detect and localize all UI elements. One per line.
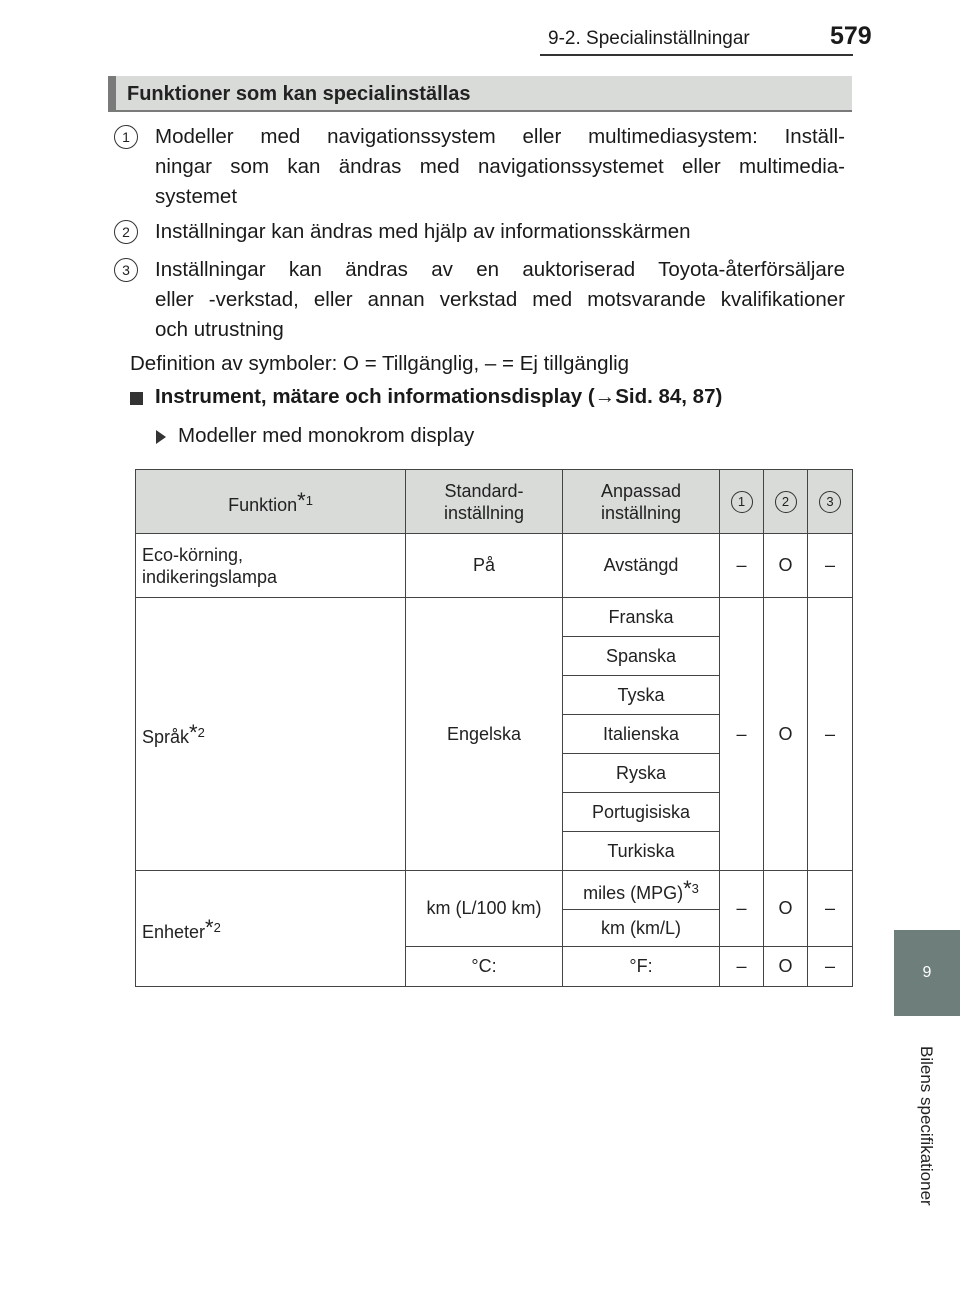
cell-standard: Engelska — [406, 598, 563, 871]
section-box-title — [108, 76, 852, 112]
chapter-label: Bilens specifikationer — [917, 1046, 936, 1206]
item-2-text — [155, 217, 845, 247]
item-number-2: 2 — [114, 220, 138, 244]
cell-function: Språk*$^2$ — [136, 598, 406, 871]
subsubheading: Modeller med monokrom display — [178, 424, 475, 447]
table-header-row — [136, 470, 853, 534]
cell-custom: °F: — [563, 947, 720, 987]
item-1-line: ningar som kan ändras med navigationssystemet eller multimedia- — [155, 155, 845, 178]
cell-custom: miles (MPG)*$^3$ — [563, 871, 720, 910]
subheading-text: Instrument, mätare och informationsdisplay ( — [155, 385, 595, 408]
title-bar-accent — [108, 76, 116, 110]
cell-c3: – — [808, 947, 853, 987]
header-standard: Standard- inställning — [406, 470, 563, 534]
cell-option: Ryska — [563, 754, 720, 793]
item-1-line: Modeller med navigationssystem eller multimediasystem: Inställ- — [155, 125, 845, 148]
item-number-1: 1 — [114, 125, 138, 149]
cell-option: Portugisiska — [563, 793, 720, 832]
cell-c1: – — [720, 598, 764, 871]
cell-c3: – — [808, 598, 853, 871]
page-number: 579 — [830, 22, 872, 50]
item-3-text — [155, 255, 845, 345]
cell-custom: Avstängd — [563, 534, 720, 598]
cell-option: Franska — [563, 598, 720, 637]
item-number-3: 3 — [114, 258, 138, 282]
cell-option: Spanska — [563, 637, 720, 676]
cell-c1: – — [720, 534, 764, 598]
chapter-number: 9 — [922, 964, 932, 981]
page-reference[interactable]: Sid. 84, 87) — [615, 385, 723, 408]
arrow-icon: → — [594, 385, 616, 408]
cell-c1: – — [720, 871, 764, 947]
cell-c1: – — [720, 947, 764, 987]
square-bullet-icon — [130, 392, 143, 405]
cell-option: Turkiska — [563, 832, 720, 871]
item-2-line: Inställningar kan ändras med hjälp av informationsskärmen — [155, 220, 691, 243]
cell-c2: O — [764, 598, 808, 871]
header-custom: Anpassad inställning — [563, 470, 720, 534]
circled-number-3: 3 — [819, 491, 841, 513]
item-3-line: Inställningar kan ändras av en auktoriserad Toyota-återförsäljare — [155, 258, 845, 281]
cell-standard: km (L/100 km) — [406, 871, 563, 947]
cell-custom: km (km/L) — [563, 910, 720, 947]
subheading — [155, 385, 722, 409]
item-3-line: och utrustning — [155, 318, 284, 341]
item-1-text — [155, 122, 845, 212]
circled-number-2: 2 — [775, 491, 797, 513]
header-col-2 — [764, 470, 808, 534]
triangle-bullet-icon — [156, 430, 166, 444]
header-col-1 — [720, 470, 764, 534]
table-row — [136, 871, 853, 910]
header-function: Funktion*$^1$ — [136, 470, 406, 534]
chapter-tab[interactable] — [894, 930, 960, 1016]
cell-c3: – — [808, 871, 853, 947]
settings-table — [135, 469, 853, 987]
header-col-3 — [808, 470, 853, 534]
cell-c2: O — [764, 534, 808, 598]
cell-c2: O — [764, 947, 808, 987]
chapter-label-area — [892, 1016, 960, 1236]
cell-option: Tyska — [563, 676, 720, 715]
item-3-line: eller -verkstad, eller annan verkstad med motsvarande kvalifikationer — [155, 288, 845, 311]
cell-c3: – — [808, 534, 853, 598]
header-rule — [540, 54, 853, 56]
table-row — [136, 534, 853, 598]
cell-function: Eco-körning, indikeringslampa — [136, 534, 406, 598]
cell-option: Italienska — [563, 715, 720, 754]
cell-standard: °C: — [406, 947, 563, 987]
item-1-line: systemet — [155, 185, 238, 208]
cell-standard: På — [406, 534, 563, 598]
circled-number-1: 1 — [731, 491, 753, 513]
box-title-text: Funktioner som kan specialinställas — [127, 83, 471, 105]
symbol-definition: Definition av symboler: O = Tillgänglig, – = Ej tillgänglig — [130, 352, 630, 375]
section-title: 9-2. Specialinställningar — [548, 28, 750, 49]
cell-function: Enheter*$^2$ — [136, 871, 406, 987]
table-row — [136, 598, 853, 637]
cell-c2: O — [764, 871, 808, 947]
